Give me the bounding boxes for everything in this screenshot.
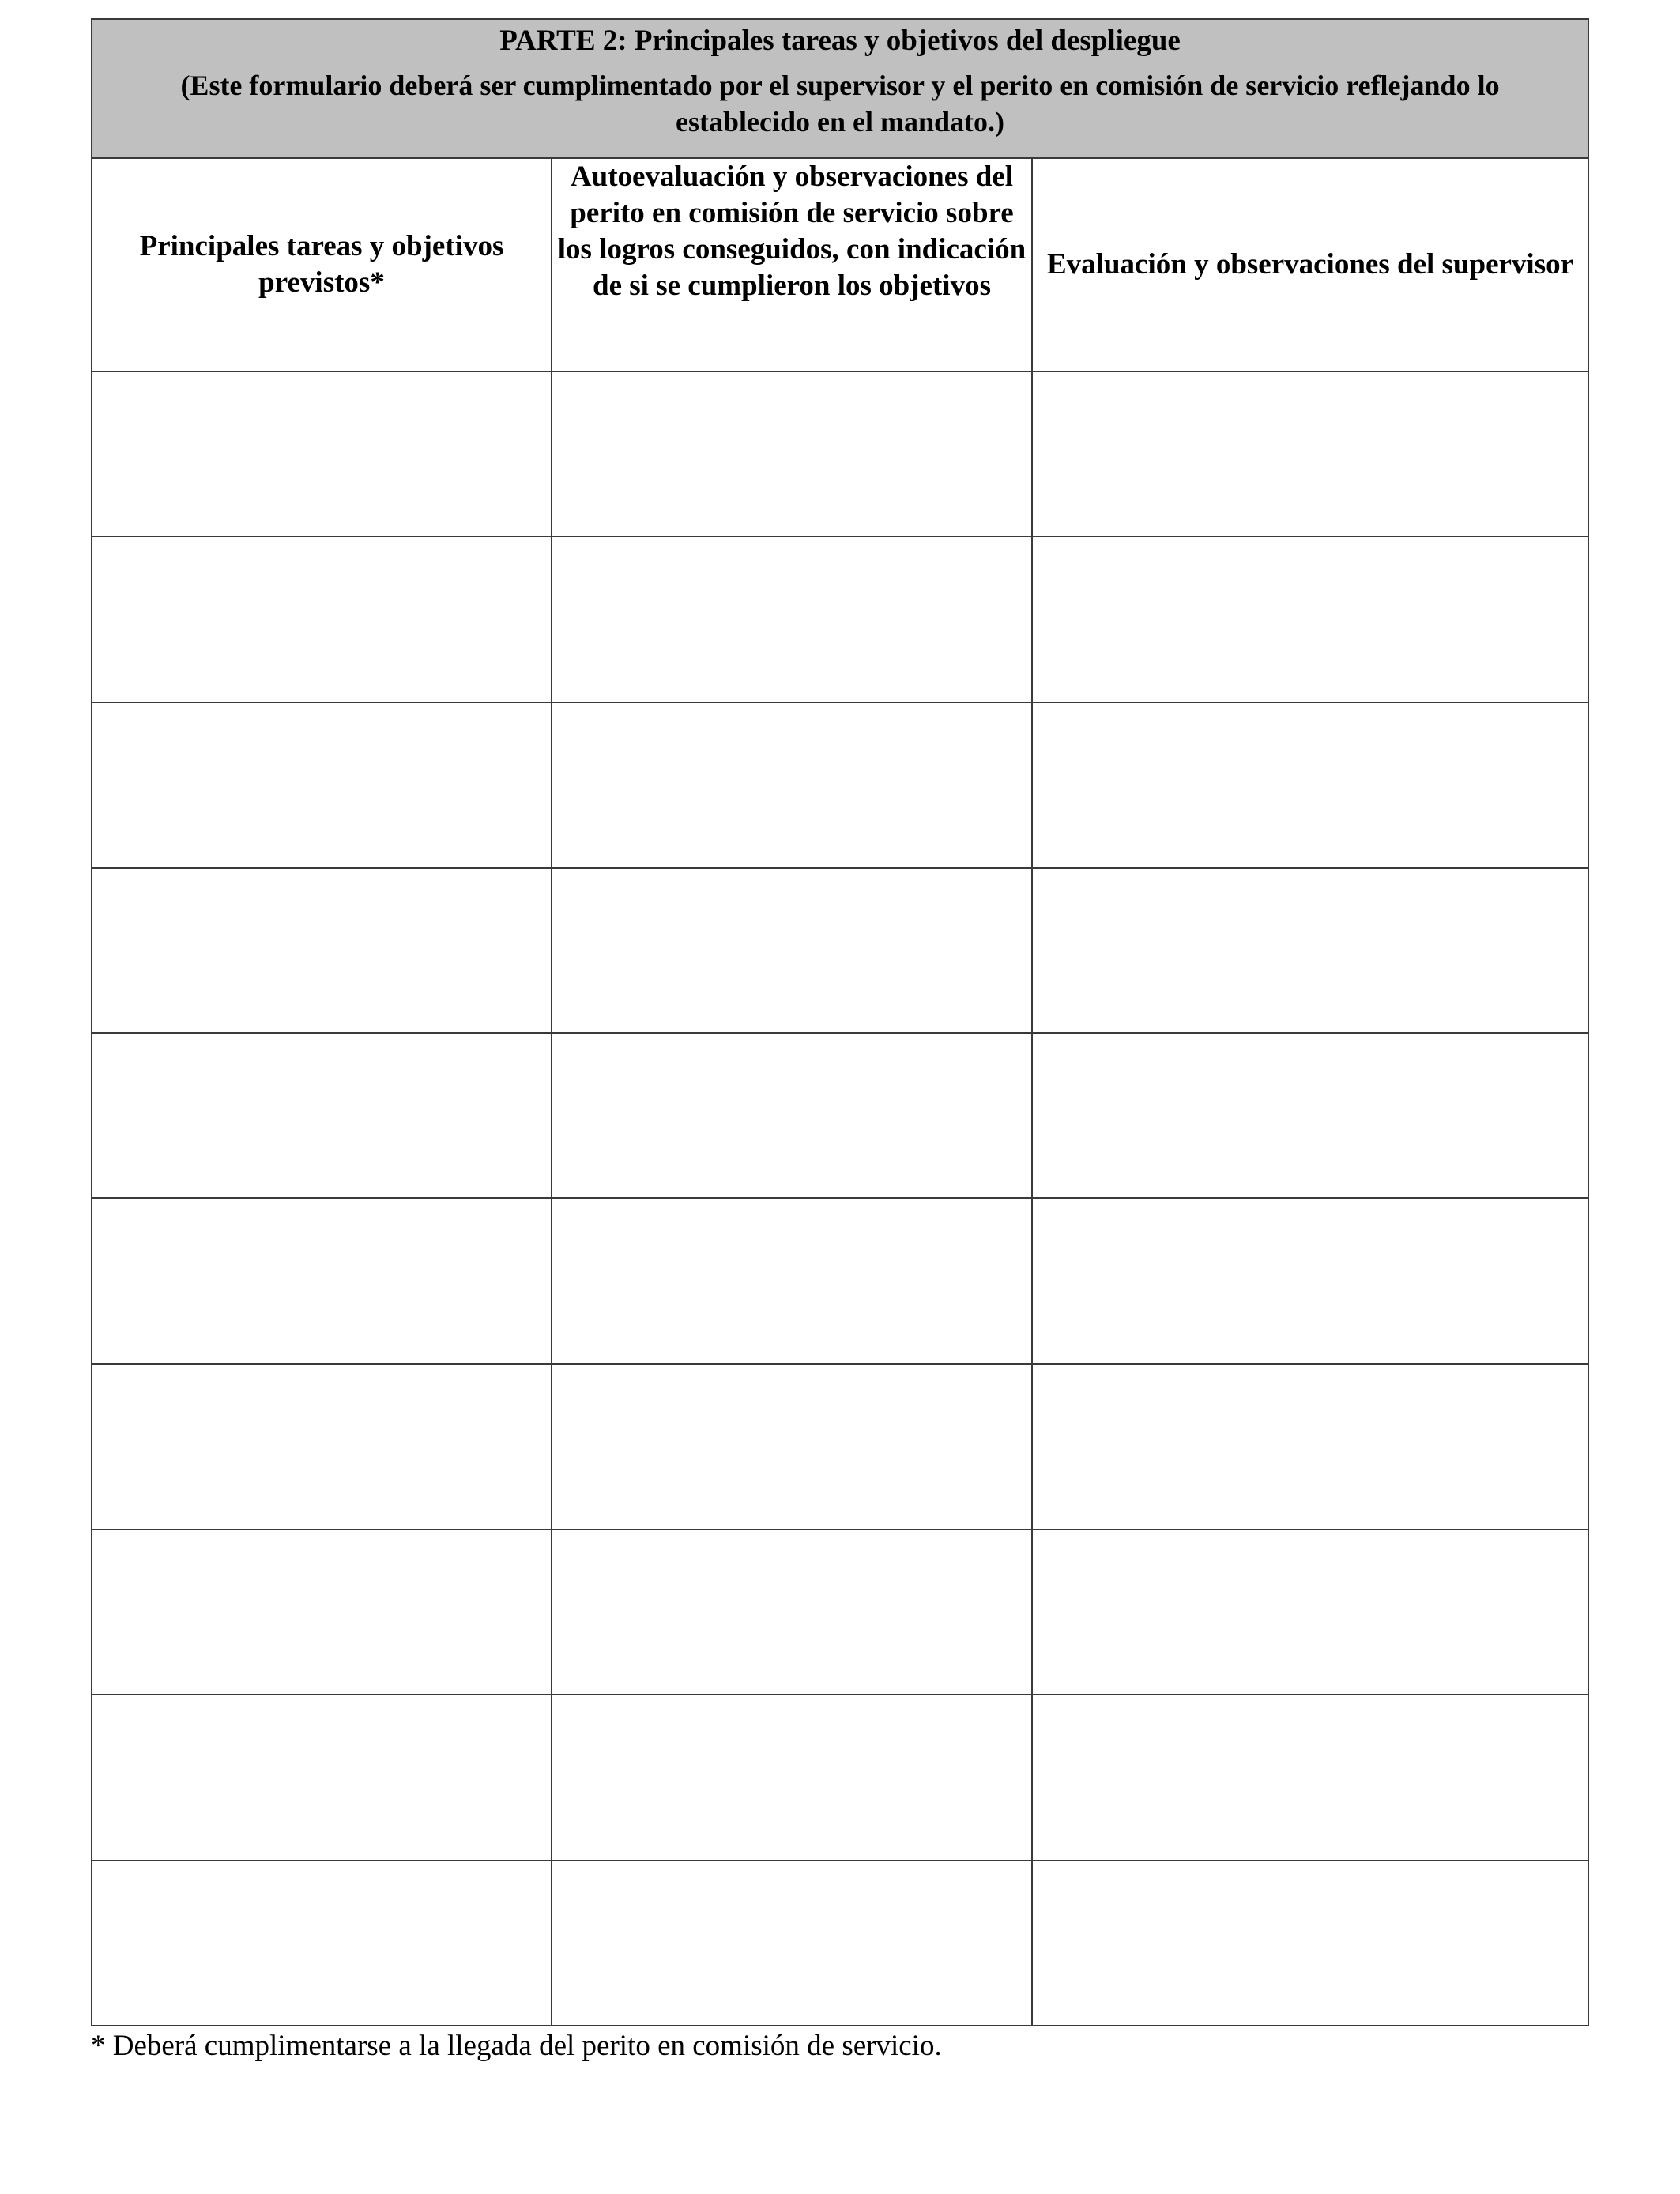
self-assessment-cell[interactable] (552, 1364, 1032, 1529)
self-assessment-cell[interactable] (552, 868, 1032, 1033)
planned-tasks-cell[interactable] (92, 1860, 552, 2026)
footnote: * Deberá cumplimentarse a la llegada del perito en comisión de servicio. (91, 2030, 942, 2062)
table-row (92, 868, 1588, 1033)
supervisor-evaluation-cell[interactable] (1032, 537, 1588, 702)
column-header-row (92, 158, 1588, 371)
planned-tasks-cell[interactable] (92, 537, 552, 702)
self-assessment-cell[interactable] (552, 1033, 1032, 1198)
self-assessment-cell[interactable] (552, 1529, 1032, 1695)
self-assessment-cell[interactable] (552, 1695, 1032, 1860)
column-header-supervisor-evaluation: Evaluación y observaciones del supervisor (1032, 158, 1588, 371)
self-assessment-cell[interactable] (552, 1860, 1032, 2026)
supervisor-evaluation-cell[interactable] (1032, 1695, 1588, 1860)
table-row (92, 1695, 1588, 1860)
planned-tasks-cell[interactable] (92, 371, 552, 537)
table-row (92, 1033, 1588, 1198)
supervisor-evaluation-cell[interactable] (1032, 1364, 1588, 1529)
self-assessment-cell[interactable] (552, 1198, 1032, 1363)
table-row (92, 371, 1588, 537)
part-note: (Este formulario deberá ser cumplimentado por el supervisor y el perito en comisión de servicio reflejando lo establecido en el mandato.) (180, 70, 1500, 138)
objectives-form-table (91, 18, 1589, 2026)
part-header (92, 19, 1588, 158)
part-header-row (92, 19, 1588, 158)
table-row (92, 1198, 1588, 1363)
table-row (92, 1529, 1588, 1695)
part-title: PARTE 2: Principales tareas y objetivos del despliegue (499, 25, 1181, 57)
planned-tasks-cell[interactable] (92, 1033, 552, 1198)
supervisor-evaluation-cell[interactable] (1032, 868, 1588, 1033)
table-row (92, 537, 1588, 702)
table-row (92, 1364, 1588, 1529)
self-assessment-cell[interactable] (552, 537, 1032, 702)
supervisor-evaluation-cell[interactable] (1032, 1033, 1588, 1198)
planned-tasks-cell[interactable] (92, 868, 552, 1033)
planned-tasks-cell[interactable] (92, 703, 552, 868)
planned-tasks-cell[interactable] (92, 1529, 552, 1695)
form-body (92, 371, 1588, 2026)
column-header-planned-tasks: Principales tareas y objetivos previstos* (92, 158, 552, 371)
supervisor-evaluation-cell[interactable] (1032, 1529, 1588, 1695)
supervisor-evaluation-cell[interactable] (1032, 1198, 1588, 1363)
planned-tasks-cell[interactable] (92, 1198, 552, 1363)
self-assessment-cell[interactable] (552, 703, 1032, 868)
supervisor-evaluation-cell[interactable] (1032, 371, 1588, 537)
planned-tasks-cell[interactable] (92, 1364, 552, 1529)
column-header-self-assessment: Autoevaluación y observaciones del perito en comisión de servicio sobre los logros conseguidos, con indicación de si se cumplieron los objetivos (552, 158, 1032, 371)
planned-tasks-cell[interactable] (92, 1695, 552, 1860)
table-row (92, 703, 1588, 868)
supervisor-evaluation-cell[interactable] (1032, 1860, 1588, 2026)
supervisor-evaluation-cell[interactable] (1032, 703, 1588, 868)
table-row (92, 1860, 1588, 2026)
self-assessment-cell[interactable] (552, 371, 1032, 537)
